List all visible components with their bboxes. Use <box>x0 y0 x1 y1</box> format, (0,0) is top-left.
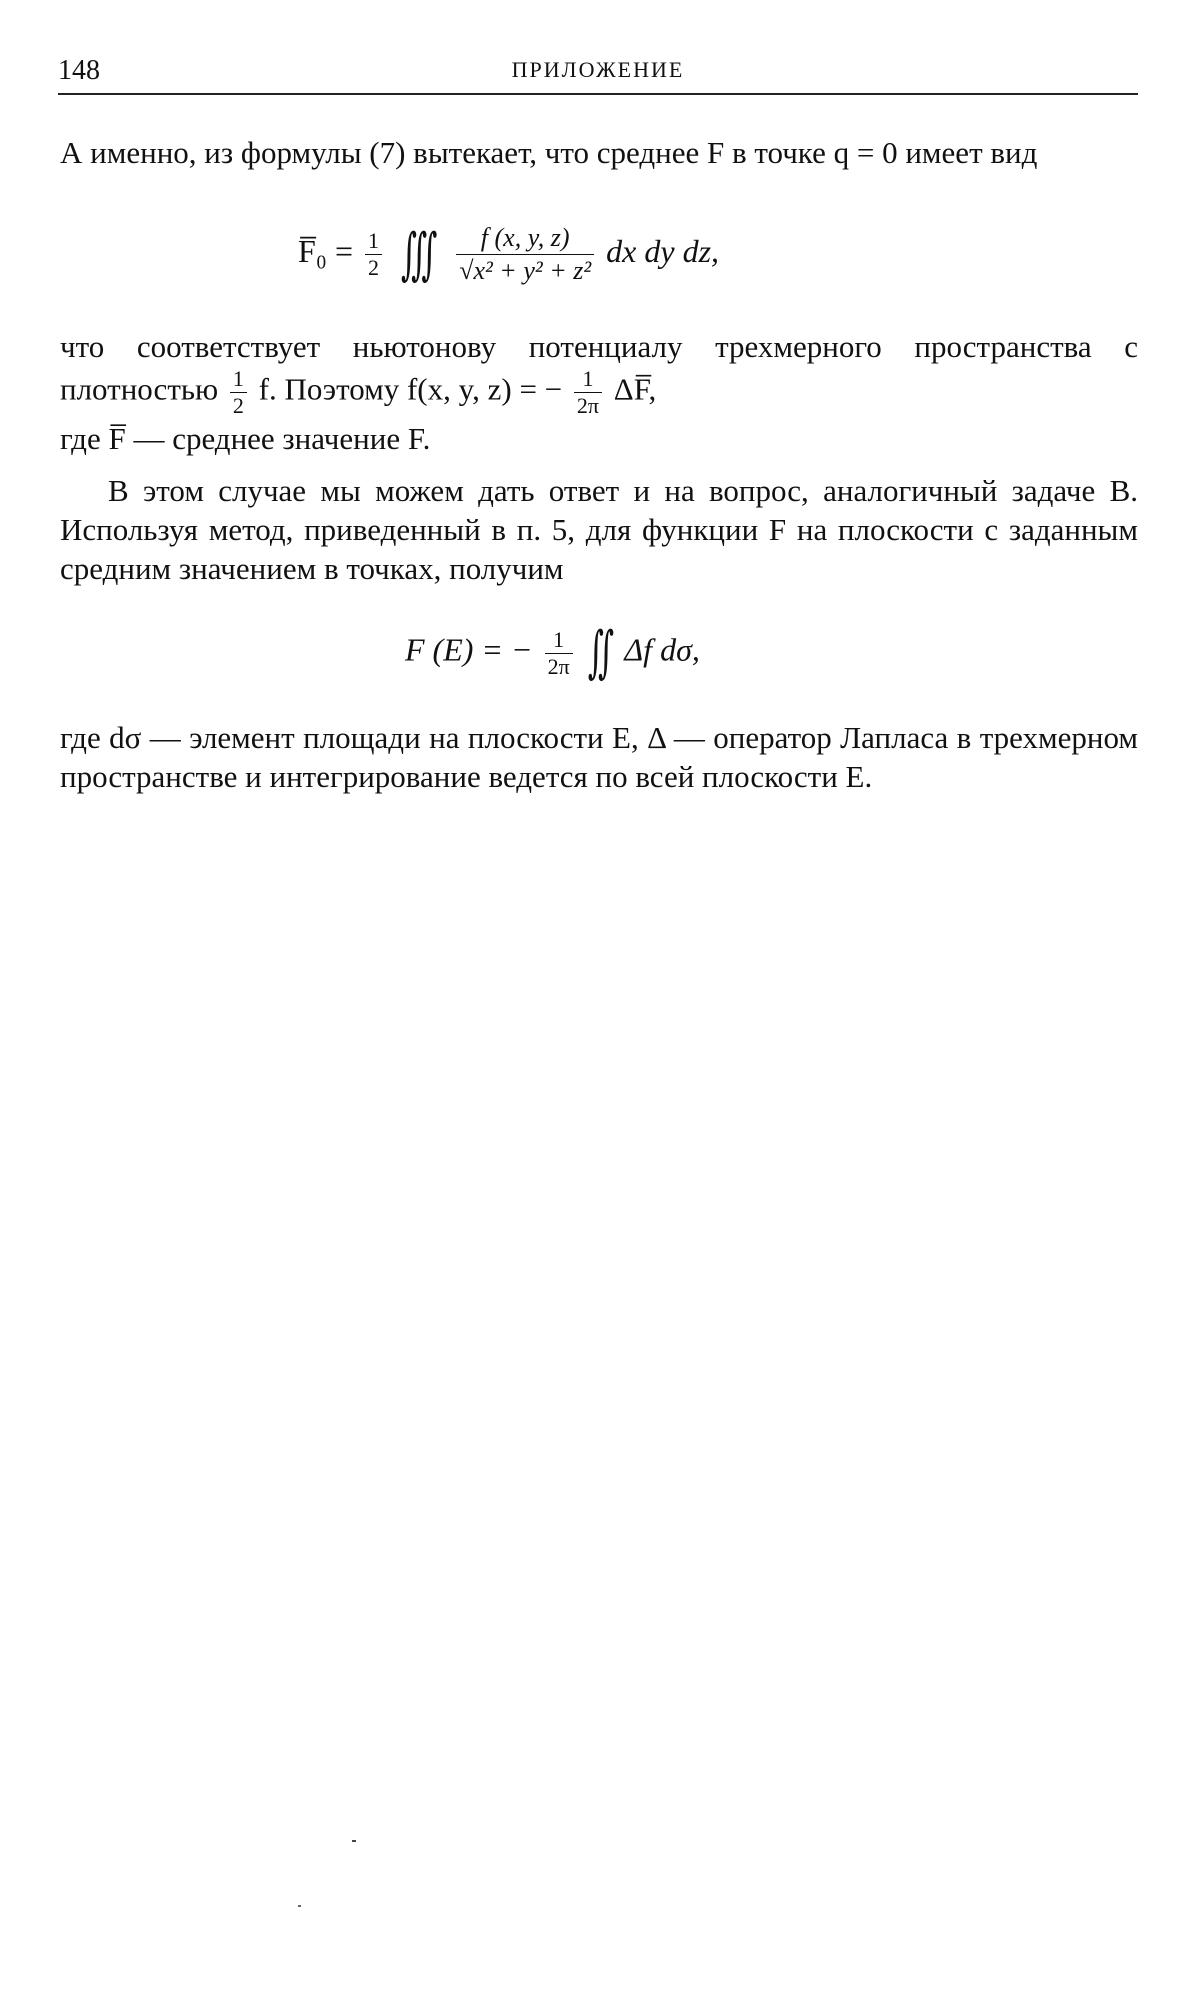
formula-mean-value <box>298 222 898 312</box>
page-header <box>58 55 1138 95</box>
header-rule <box>58 93 1138 95</box>
paragraph-2 <box>60 327 1138 458</box>
inv-num: 1 <box>582 366 594 391</box>
triple-integral-sign: ∭ <box>400 223 438 286</box>
formula1-lhs: F̅₀ = <box>298 232 353 269</box>
formula1-numerator: f (x, y, z) <box>480 223 570 252</box>
paragraph-1: А именно, из формулы (7) вытекает, что среднее F в точке q = 0 имеет вид <box>60 135 1038 170</box>
formula2-coef-num: 1 <box>553 626 565 652</box>
p2-text-before: что соответствует ньютонову потенциалу трехмерного пространства с плотностью <box>60 329 1138 407</box>
p2-text-end: где F̅ — среднее значение F. <box>60 421 431 456</box>
formula2-coef-den: 2π <box>545 653 573 680</box>
running-title: ПРИЛОЖЕНИЕ <box>511 57 685 82</box>
half-den: 2 <box>230 392 247 419</box>
page-number: 148 <box>58 55 100 86</box>
formula2-lhs: F (E) = − <box>405 631 533 668</box>
formula1-coef-den: 2 <box>365 254 382 281</box>
inline-half-fraction <box>230 366 247 419</box>
formula1-coefficient <box>365 228 382 281</box>
formula1-differentials: dx dy dz, <box>606 232 720 269</box>
formula1-coef-num: 1 <box>368 228 379 253</box>
double-integral-sign: ∬ <box>587 622 614 684</box>
formula1-denominator: √x² + y² + z² <box>456 254 594 287</box>
paragraph-4: где dσ — элемент площади на плоскости E, Δ — оператор Лапласа в трехмерном пространстве и интегрирование ведется по всей плоскости E. <box>60 720 1138 794</box>
scan-speck <box>352 1840 356 1842</box>
p2-text-after: ΔF̅, <box>613 371 657 407</box>
inv-den: 2π <box>574 392 602 419</box>
formula2-integrand: Δf dσ, <box>624 631 700 668</box>
paragraph-3: В этом случае мы можем дать ответ и на вопрос, аналогичный задаче В. Используя метод, приведенный в п. 5, для функции F на плоскости с заданным средним значением в точках, получим <box>60 473 1138 586</box>
half-num: 1 <box>232 366 244 391</box>
p2-text-mid: f. Поэтому f(x, y, z) = − <box>258 371 563 407</box>
formula2-coefficient <box>545 627 573 680</box>
formula-plane-function <box>405 622 825 705</box>
formula1-fraction <box>456 222 594 287</box>
inline-inverse-2pi-fraction <box>574 366 602 419</box>
scan-speck <box>298 1905 301 1907</box>
